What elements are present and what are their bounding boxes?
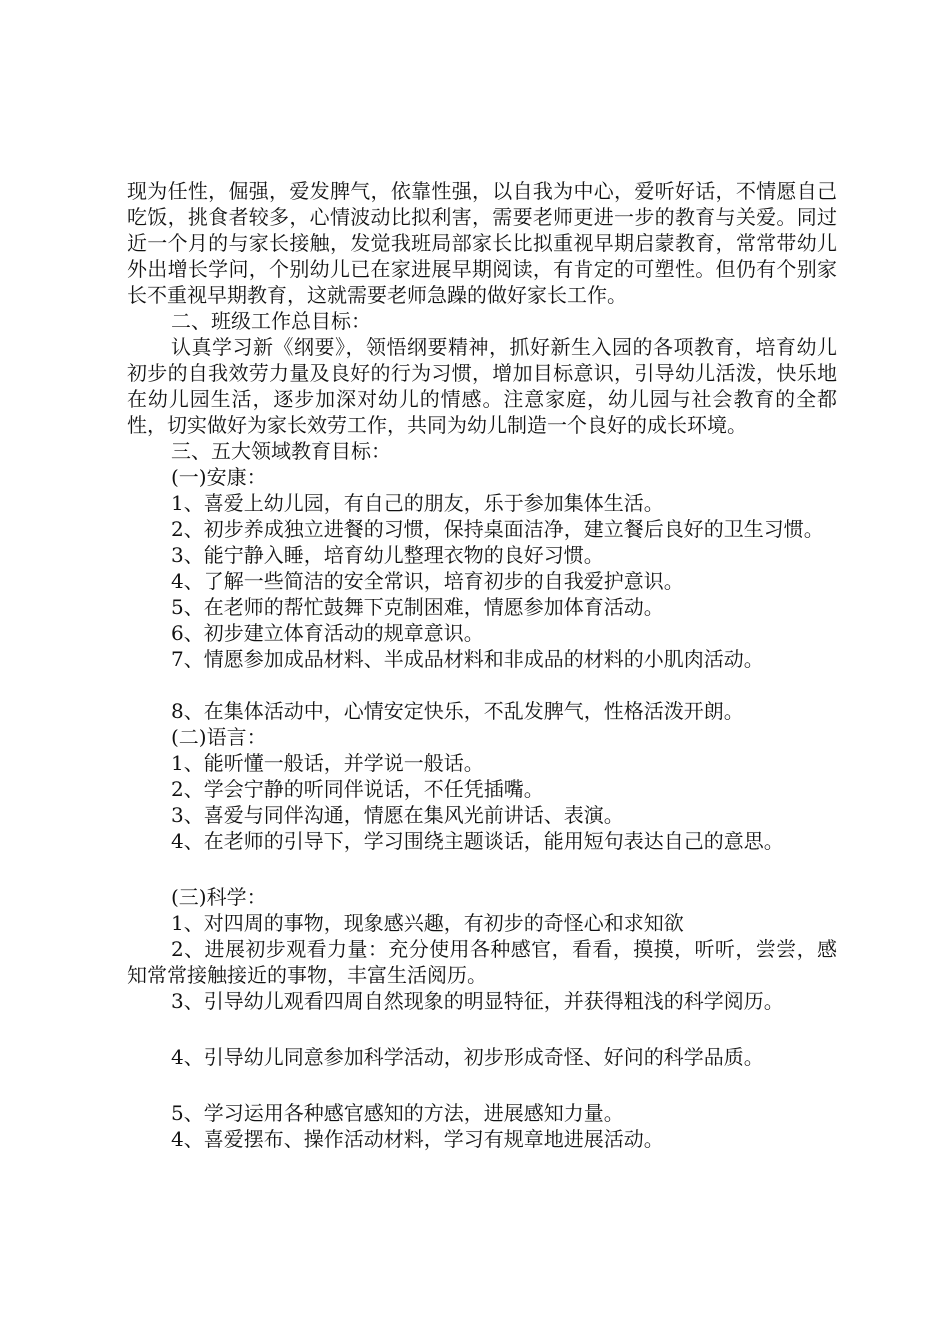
list-item: 1、喜爱上幼儿园，有自己的朋友，乐于参加集体生活。	[171, 491, 664, 515]
blank-line	[127, 854, 837, 884]
list-item: 2、进展初步观看力量：充分使用各种感官，看看，摸摸，听听，尝尝，感知常常接触接近的事物，丰富生活阅历。	[127, 937, 837, 987]
subheading-science: (三)科学：	[171, 885, 267, 909]
subheading-health: (一)安康：	[171, 465, 267, 489]
list-item: 2、学会宁静的听同伴说话，不任凭插嘴。	[171, 777, 544, 801]
list-item: 3、能宁静入睡，培育幼儿整理衣物的良好习惯。	[171, 543, 604, 567]
list-item: 4、喜爱摆布、操作活动材料，学习有规章地进展活动。	[171, 1127, 664, 1151]
document-body	[127, 178, 837, 1152]
paragraph-intro: 现为任性，倔强，爱发脾气，依靠性强，以自我为中心，爱听好话，不情愿自己吃饭，挑食者较多，心情波动比拟利害，需要老师更进一步的教育与关爱。同过近一个月的与家长接触，发觉我班局部家长比拟重视早期启蒙教育，常常带幼儿外出增长学问，个别幼儿已在家进展早期阅读，有肯定的可塑性。但仍有个别家长不重视早期教育，这就需要老师急躁的做好家长工作。	[127, 179, 837, 307]
list-item: 6、初步建立体育活动的规章意识。	[171, 621, 484, 645]
subheading-language: (二)语言：	[171, 725, 267, 749]
blank-line	[127, 1014, 837, 1044]
heading-five-domains: 三、五大领域教育目标：	[171, 439, 391, 463]
blank-line	[127, 672, 837, 698]
list-item: 1、能听懂一般话，并学说一般话。	[171, 751, 484, 775]
list-item: 7、情愿参加成品材料、半成品材料和非成品的材料的小肌肉活动。	[171, 647, 764, 671]
list-item: 5、学习运用各种感官感知的方法，进展感知力量。	[171, 1101, 624, 1125]
list-item: 3、引导幼儿观看四周自然现象的明显特征，并获得粗浅的科学阅历。	[171, 989, 784, 1013]
heading-class-goals: 二、班级工作总目标：	[171, 309, 371, 333]
blank-line	[127, 1070, 837, 1100]
paragraph-class-goals: 认真学习新《纲要》，领悟纲要精神，抓好新生入园的各项教育，培育幼儿初步的自我效劳力量及良好的行为习惯，增加目标意识，引导幼儿活泼，快乐地在幼儿园生活，逐步加深对幼儿的情感。注意家庭，幼儿园与社会教育的全都性，切实做好为家长效劳工作，共同为幼儿制造一个良好的成长环境。	[127, 335, 837, 437]
list-item: 4、引导幼儿同意参加科学活动，初步形成奇怪、好问的科学品质。	[171, 1045, 764, 1069]
list-item: 3、喜爱与同伴沟通，情愿在集风光前讲话、表演。	[171, 803, 624, 827]
list-item: 4、在老师的引导下，学习围绕主题谈话，能用短句表达自己的意思。	[171, 829, 784, 853]
list-item: 1、对四周的事物，现象感兴趣，有初步的奇怪心和求知欲	[171, 911, 684, 935]
list-item: 2、初步养成独立进餐的习惯，保持桌面洁净，建立餐后良好的卫生习惯。	[171, 517, 824, 541]
list-item: 4、了解一些简洁的安全常识，培育初步的自我爱护意识。	[171, 569, 684, 593]
list-item: 8、在集体活动中，心情安定快乐，不乱发脾气，性格活泼开朗。	[171, 699, 744, 723]
list-item: 5、在老师的帮忙鼓舞下克制困难，情愿参加体育活动。	[171, 595, 664, 619]
